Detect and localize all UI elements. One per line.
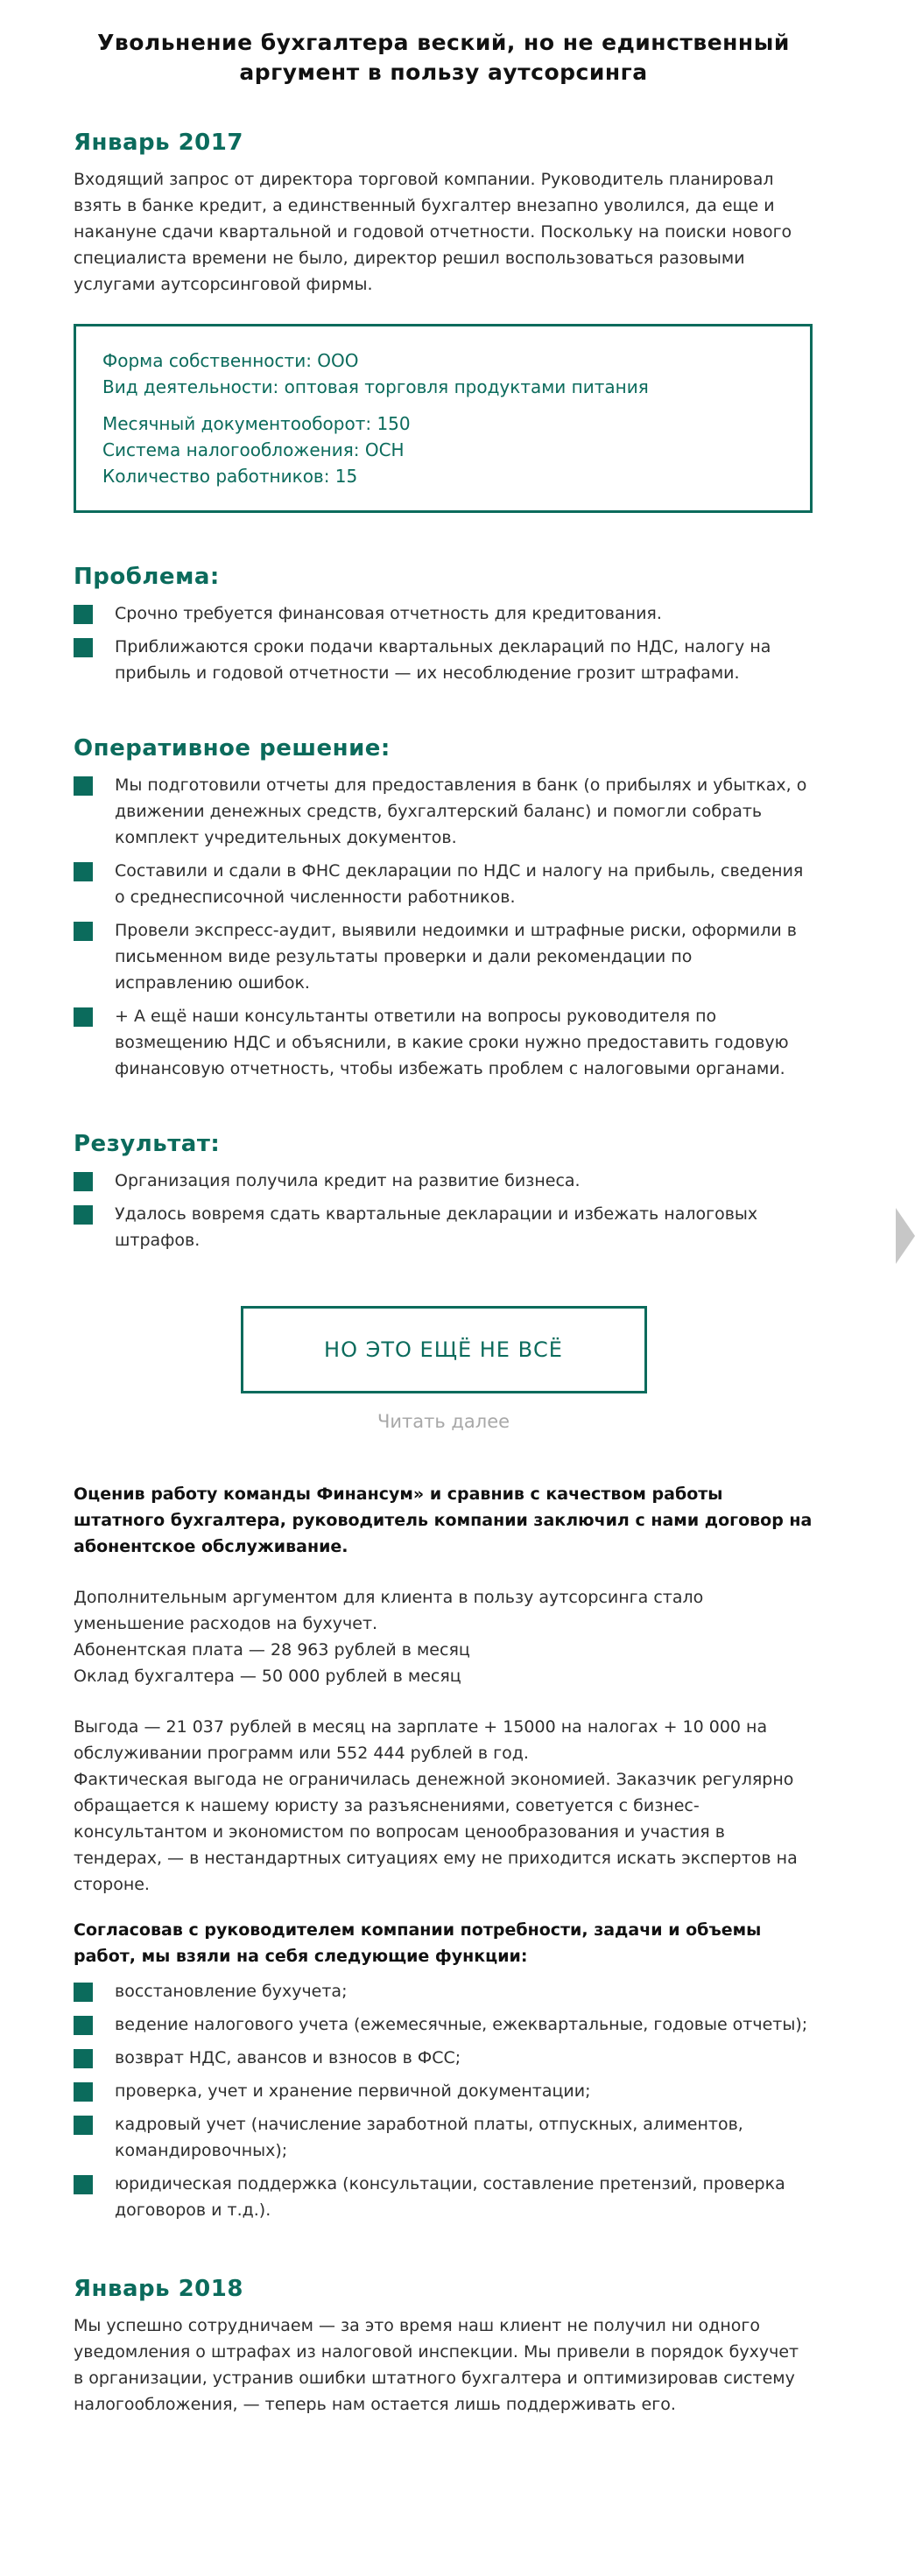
list-item: Приближаются сроки подачи квартальных деклараций по НДС, налогу на прибыль и годовой отчетности — их несоблюдение грозит штрафами. (74, 634, 813, 686)
cta-wrap (74, 1306, 813, 1393)
result-list (74, 1168, 813, 1253)
problem-list (74, 600, 813, 686)
list-item: Удалось вовремя сдать квартальные декларации и избежать налоговых штрафов. (74, 1201, 813, 1253)
section-heading-jan2017: Январь 2017 (74, 130, 243, 156)
page-title: Увольнение бухгалтера веский, но не единственный аргумент в пользу аутсорсинга (97, 30, 790, 85)
list-item: восстановление бухучета; (74, 1978, 813, 2004)
list-item: Срочно требуется финансовая отчетность для кредитования. (74, 600, 813, 627)
square-bullet-icon (74, 605, 93, 624)
list-item: возврат НДС, авансов и взносов в ФСС; (74, 2045, 813, 2071)
square-bullet-icon (74, 2082, 93, 2102)
read-more-link[interactable]: Читать далее (377, 1411, 510, 1432)
list-item: Составили и сдали в ФНС декларации по НДС и налогу на прибыль, сведения о среднесписочной численности работников. (74, 858, 813, 910)
list-item: Провели экспресс-аудит, выявили недоимки и штрафные риски, оформили в письменном виде результаты проверки и дали рекомендации по исправлению ошибок. (74, 917, 813, 996)
square-bullet-icon (74, 2049, 93, 2068)
list-item: юридическая поддержка (консультации, составление претензий, проверка договоров и т.д.). (74, 2171, 813, 2223)
accountant-salary: Оклад бухгалтера — 50 000 рублей в месяц (74, 1667, 461, 1686)
info-activity: Вид деятельности: оптовая торговля продуктами питания (102, 376, 649, 397)
info-docflow: Месячный документооборот: 150 (102, 413, 411, 434)
company-info-box (74, 324, 813, 513)
argument-line: Дополнительным аргументом для клиента в пользу аутсорсинга стало уменьшение расходов на бухучет. (74, 1588, 704, 1633)
section-heading-problem: Проблема: (74, 564, 220, 590)
square-bullet-icon (74, 1205, 93, 1225)
list-item: Мы подготовили отчеты для предоставления в банк (о прибылях и убытках, о движении денежных средств, бухгалтерский баланс) и помогли собрать комплект учредительных документов. (74, 772, 813, 851)
section-heading-result: Результат: (74, 1131, 221, 1157)
cost-block (74, 1584, 813, 1689)
functions-list (74, 1978, 813, 2223)
next-arrow-icon[interactable] (896, 1208, 915, 1264)
section-heading-solution: Оперативное решение: (74, 735, 391, 762)
subscription-intro: Оценив работу команды Финансум» и сравнив с качеством работы штатного бухгалтера, руководитель компании заключил с нами договор на абонентское обслуживание. (74, 1485, 813, 1556)
square-bullet-icon (74, 638, 93, 657)
list-item: ведение налогового учета (ежемесячные, ежеквартальные, годовые отчеты); (74, 2011, 813, 2038)
info-employees: Количество работников: 15 (102, 466, 358, 487)
intro-paragraph: Входящий запрос от директора торговой компании. Руководитель планировал взять в банке кредит, а единственный бухгалтер внезапно уволился, да еще и накануне сдачи квартальной и годовой отчетности. Поскольку на поиски нового специалиста времени не было, директор решил воспользоваться разовыми услугами аутсорсинговой фирмы. (74, 170, 792, 294)
square-bullet-icon (74, 862, 93, 881)
square-bullet-icon (74, 2116, 93, 2135)
functions-intro: Согласовав с руководителем компании потребности, задачи и объемы работ, мы взяли на себя следующие функции: (74, 1920, 762, 1966)
article (74, 0, 813, 2418)
actual-benefit: Фактическая выгода не ограничилась денежной экономией. Заказчик регулярно обращается к нашему юристу за разъяснениями, советуется с бизнес-консультантом и экономистом по вопросам ценообразования и участия в тендерах, — в нестандартных ситуациях ему не приходится искать экспертов на стороне. (74, 1770, 798, 1894)
square-bullet-icon (74, 922, 93, 941)
list-item: Организация получила кредит на развитие бизнеса. (74, 1168, 813, 1194)
not-all-button[interactable]: НО ЭТО ЕЩЁ НЕ ВСЁ (241, 1306, 647, 1393)
square-bullet-icon (74, 776, 93, 796)
subscription-fee: Абонентская плата — 28 963 рублей в месяц (74, 1640, 470, 1660)
info-ownership: Форма собственности: ООО (102, 350, 359, 371)
square-bullet-icon (74, 2175, 93, 2194)
list-item: кадровый учет (начисление заработной платы, отпускных, алиментов, командировочных); (74, 2111, 813, 2164)
square-bullet-icon (74, 1007, 93, 1027)
benefit-block (74, 1714, 813, 1898)
square-bullet-icon (74, 1983, 93, 2002)
square-bullet-icon (74, 1172, 93, 1191)
info-tax-system: Система налогообложения: ОСН (102, 439, 405, 460)
list-item: + А ещё наши консультанты ответили на вопросы руководителя по возмещению НДС и объяснили, в какие сроки нужно предоставить годовую финансовую отчетность, чтобы избежать проблем с налоговыми органами. (74, 1003, 813, 1082)
list-item: проверка, учет и хранение первичной документации; (74, 2078, 813, 2104)
section-heading-jan2018: Январь 2018 (74, 2276, 243, 2302)
benefit-line: Выгода — 21 037 рублей в месяц на зарплате + 15000 на налогах + 10 000 на обслуживании программ или 552 444 рублей в год. (74, 1717, 768, 1763)
square-bullet-icon (74, 2016, 93, 2035)
jan2018-paragraph: Мы успешно сотрудничаем — за это время наш клиент не получил ни одного уведомления о штрафах из налоговой инспекции. Мы привели в порядок бухучет в организации, устранив ошибки штатного бухгалтера и оптимизировав систему налогообложения, — теперь нам остается лишь поддерживать его. (74, 2316, 799, 2414)
solution-list (74, 772, 813, 1082)
